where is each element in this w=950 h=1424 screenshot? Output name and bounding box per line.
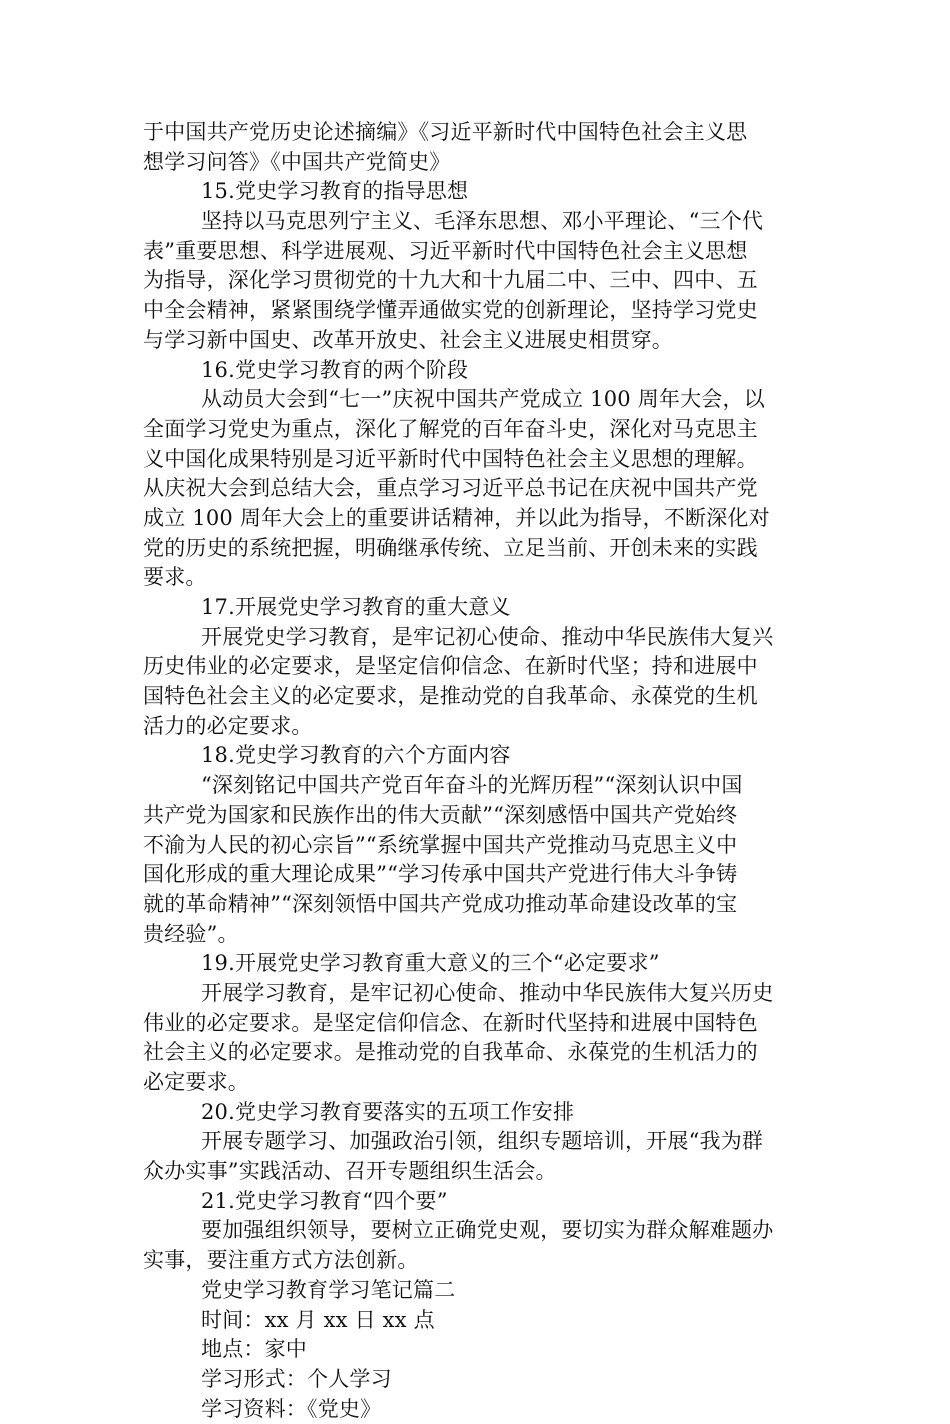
text-line: 学习形式：个人学习 bbox=[201, 1366, 392, 1391]
text-line: 成立 100 周年大会上的重要讲话精神，并以此为指导，不断深化对 bbox=[143, 505, 770, 530]
text-line: 16.党史学习教育的两个阶段 bbox=[201, 357, 469, 382]
text-line: 17.开展党史学习教育的重大意义 bbox=[201, 595, 511, 619]
text-line: 社会主义的必定要求。是推动党的自我革命、永葆党的生机活力的 bbox=[143, 1040, 758, 1065]
text-line: 义中国化成果特别是习近平新时代中国特色社会主义思想的理解。 bbox=[143, 446, 758, 471]
text-line: 全面学习党史为重点，深化了解党的百年奋斗史，深化对马克思主 bbox=[143, 416, 758, 441]
text-line: 开展党史学习教育，是牢记初心使命、推动中华民族伟大复兴 bbox=[201, 624, 774, 649]
text-line: 15.党史学习教育的指导思想 bbox=[201, 179, 469, 204]
text-line: 表”重要思想、科学进展观、习近平新时代中国特色社会主义思想 bbox=[143, 238, 748, 263]
text-line: 坚持以马克思列宁主义、毛泽东思想、邓小平理论、“三个代 bbox=[201, 209, 764, 234]
text-line: 学习资料：《党史》 bbox=[201, 1396, 382, 1421]
text-line: 中全会精神，紧紧围绕学懂弄通做实党的创新理论，坚持学习党史 bbox=[143, 298, 758, 323]
text-line: 国特色社会主义的必定要求，是推动党的自我革命、永葆党的生机 bbox=[143, 684, 758, 709]
text-line: 要加强组织领导，要树立正确党史观，要切实为群众解难题办 bbox=[201, 1218, 774, 1243]
text-line: 众办实事”实践活动、召开专题组织生活会。 bbox=[143, 1159, 557, 1184]
text-line: 国化形成的重大理论成果”“学习传承中国共产党进行伟大斗争铸 bbox=[143, 862, 738, 887]
text-line: 19.开展党史学习教育重大意义的三个“必定要求” bbox=[201, 951, 660, 976]
text-line: 为指导，深化学习贯彻党的十九大和十九届二中、三中、四中、五 bbox=[143, 268, 758, 293]
text-line: 贵经验”。 bbox=[143, 921, 239, 946]
text-line: 时间：xx 月 xx 日 xx 点 bbox=[201, 1307, 435, 1332]
text-line: 与学习新中国史、改革开放史、社会主义进展史相贯穿。 bbox=[143, 327, 673, 352]
text-line: 党史学习教育学习笔记篇二 bbox=[201, 1277, 456, 1302]
text-line: 开展学习教育，是牢记初心使命、推动中华民族伟大复兴历史 bbox=[201, 980, 774, 1005]
document-body bbox=[143, 118, 808, 1424]
text-line: 从动员大会到“七一”庆祝中国共产党成立 100 周年大会，以 bbox=[201, 387, 765, 412]
text-line: 实事，要注重方式方法创新。 bbox=[143, 1248, 419, 1273]
text-line: 必定要求。 bbox=[143, 1070, 249, 1094]
text-line: 党的历史的系统把握，明确继承传统、立足当前、开创未来的实践 bbox=[143, 535, 758, 560]
text-line: 开展专题学习、加强政治引领，组织专题培训，开展“我为群 bbox=[201, 1129, 764, 1154]
text-line: 历史伟业的必定要求，是坚定信仰信念、在新时代坚；持和进展中 bbox=[143, 654, 758, 679]
text-line: “深刻铭记中国共产党百年奋斗的光辉历程”“深刻认识中国 bbox=[201, 773, 743, 798]
text-line: 18.党史学习教育的六个方面内容 bbox=[201, 743, 511, 768]
text-line: 于中国共产党历史论述摘编》《习近平新时代中国特色社会主义思 bbox=[143, 120, 748, 144]
text-line: 活力的必定要求。 bbox=[143, 713, 313, 738]
text-line: 就的革命精神”“深刻领悟中国共产党成功推动革命建设改革的宝 bbox=[143, 891, 738, 916]
text-line: 共产党为国家和民族作出的伟大贡献”“深刻感悟中国共产党始终 bbox=[143, 802, 738, 827]
text-line: 20.党史学习教育要落实的五项工作安排 bbox=[201, 1099, 575, 1124]
text-line: 从庆祝大会到总结大会，重点学习习近平总书记在庆祝中国共产党 bbox=[143, 476, 758, 501]
text-line: 想学习问答》《中国共产党简史》 bbox=[143, 149, 451, 174]
text-line: 不渝为人民的初心宗旨”“系统掌握中国共产党推动马克思主义中 bbox=[143, 832, 738, 857]
text-line: 21.党史学习教育“四个要” bbox=[201, 1188, 448, 1213]
text-line: 伟业的必定要求。是坚定信仰信念、在新时代坚持和进展中国特色 bbox=[143, 1010, 758, 1035]
text-line: 要求。 bbox=[143, 565, 207, 590]
text-line: 地点：家中 bbox=[201, 1337, 307, 1362]
